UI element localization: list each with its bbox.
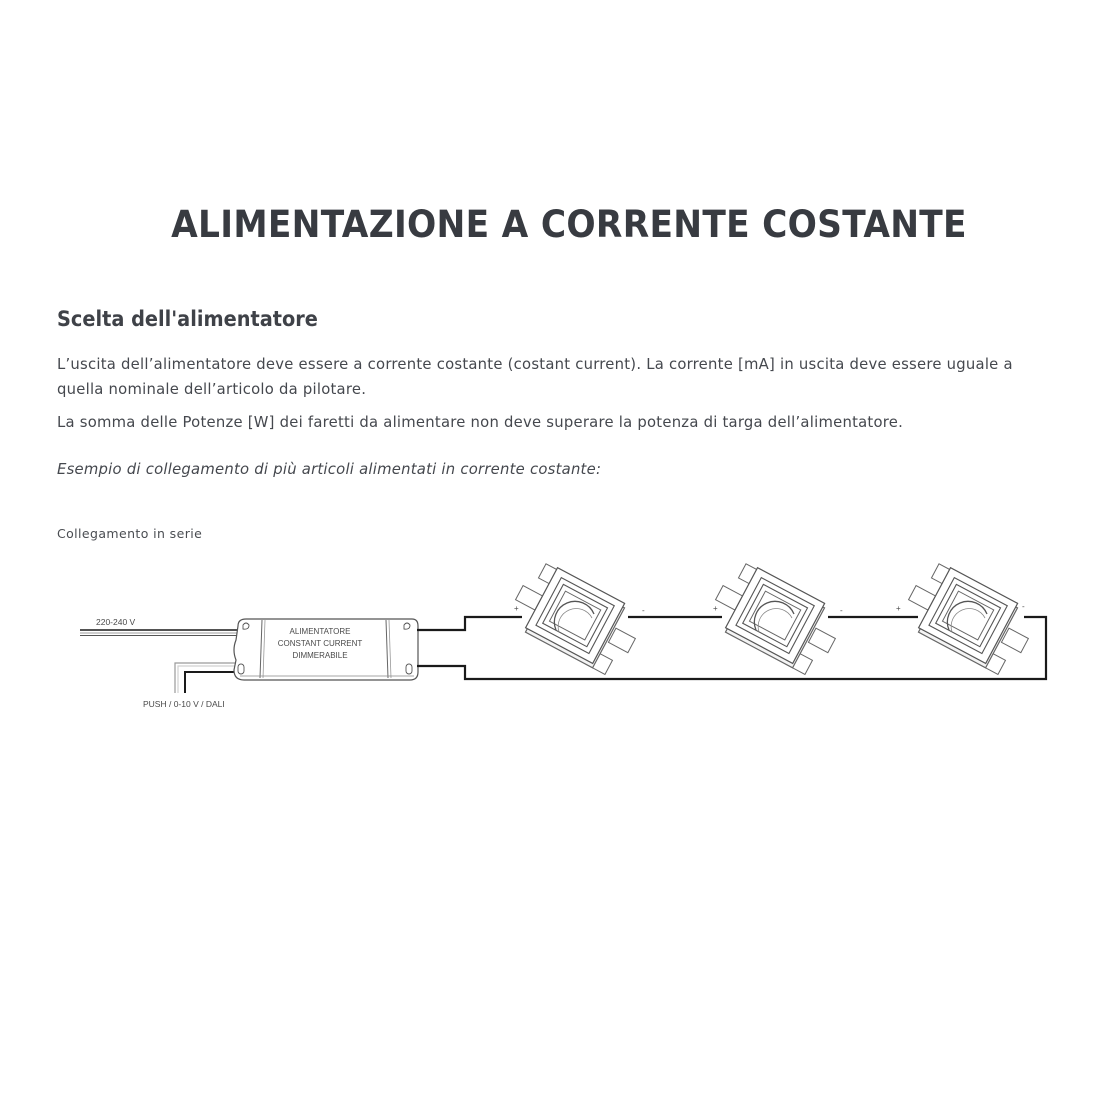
paragraph-line: L’uscita dell’alimentatore deve essere a corrente costante (costant current). La corrente [mA] in uscita deve essere uguale a — [57, 355, 1013, 373]
driver-label-line2: CONSTANT CURRENT — [277, 639, 363, 648]
mains-voltage-label: 220-240 V — [96, 617, 136, 627]
paragraph-power-sum — [57, 410, 903, 435]
paragraph-line: quella nominale dell’articolo da pilotare. — [57, 380, 367, 398]
section-title: Scelta dell'alimentatore — [57, 307, 318, 331]
polarity-minus: - — [840, 606, 843, 615]
control-wire — [175, 663, 236, 693]
polarity-plus: + — [896, 604, 901, 613]
spotlight-3 — [896, 564, 1028, 675]
polarity-plus: + — [514, 604, 519, 613]
diagram-caption: Collegamento in serie — [57, 526, 203, 541]
control-protocol-label: PUSH / 0-10 V / DALI — [143, 699, 225, 709]
spotlight-1 — [514, 564, 645, 675]
paragraph-output-current — [57, 352, 1013, 402]
series-wiring-diagram — [0, 560, 1100, 740]
spotlight-2 — [713, 564, 843, 675]
driver-label-line1: ALIMENTATORE — [289, 627, 351, 636]
paragraph-line: La somma delle Potenze [W] dei faretti da alimentare non deve superare la potenza di targa dell’alimentatore. — [57, 413, 904, 431]
polarity-plus: + — [713, 604, 718, 613]
mains-wire — [80, 630, 240, 636]
driver-label-line3: DIMMERABILE — [292, 651, 348, 660]
example-intro: Esempio di collegamento di più articoli alimentati in corrente costante: — [57, 460, 602, 478]
polarity-minus: - — [1022, 602, 1025, 611]
polarity-minus: - — [642, 606, 645, 615]
page-title: ALIMENTAZIONE A CORRENTE COSTANTE — [171, 203, 967, 246]
